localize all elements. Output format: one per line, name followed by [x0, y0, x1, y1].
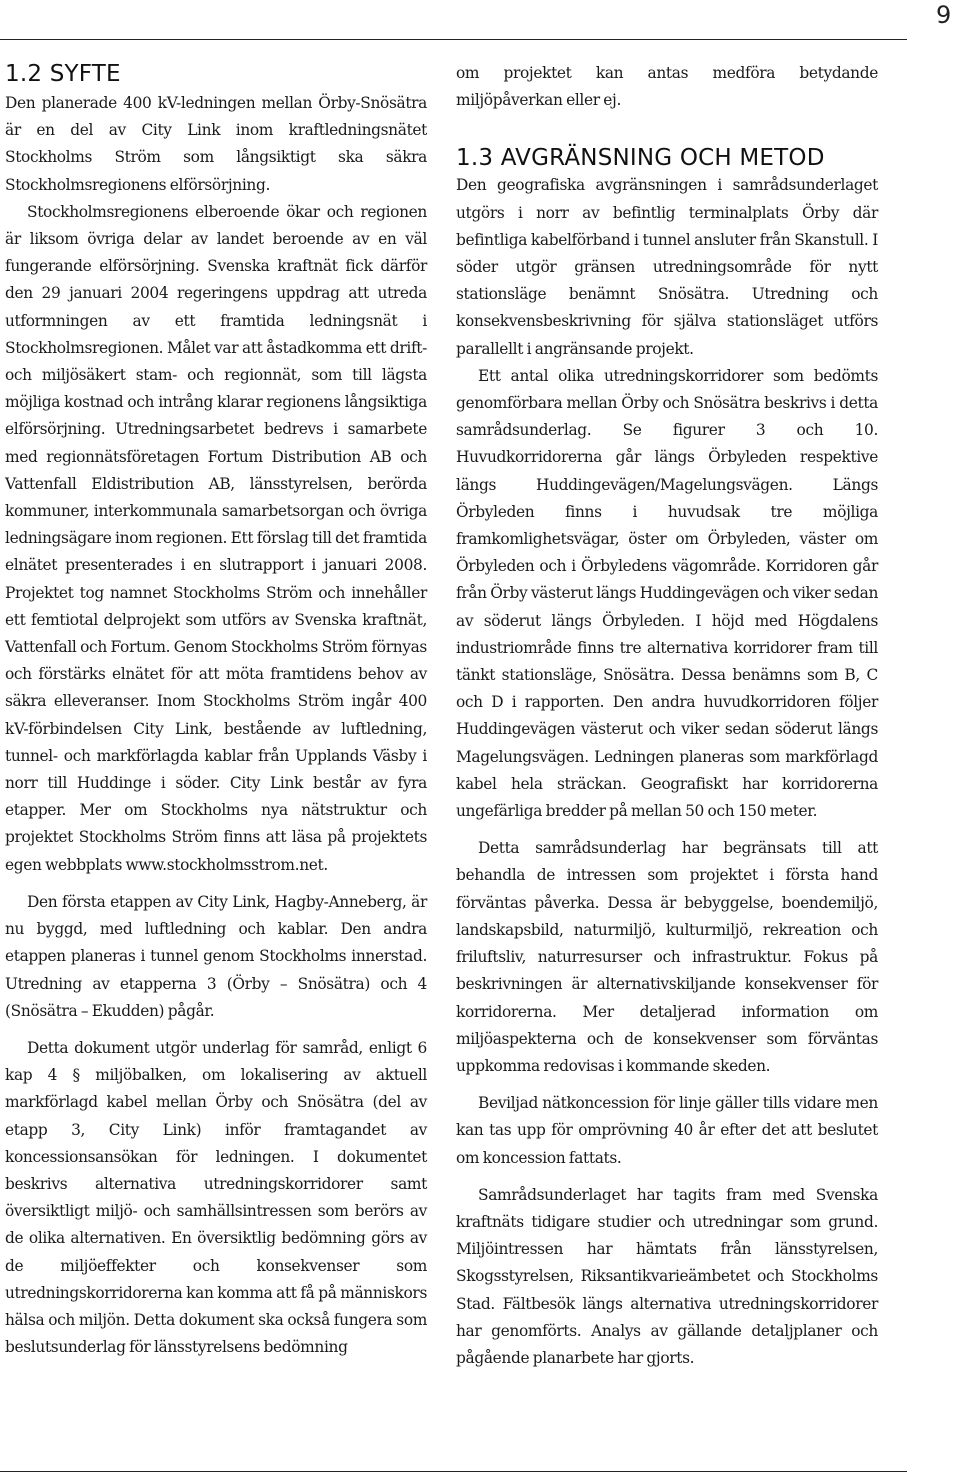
paragraph: Den geografiska avgränsningen i samrådsunderlaget utgörs i norr av befintlig terminalplats Örby där befintliga kabelförband i tunnel ansluter från Skanstull. I söder utgör gränsen utredningsområde för nytt stationsläge benämnt Snösätra. Utredning och konsekvensbeskrivning för själva stationsläget utförs parallellt i angränsande projekt. — [456, 176, 878, 358]
footer-rule — [0, 1471, 907, 1472]
paragraph: Detta dokument utgör underlag för samråd, enligt 6 kap 4 § miljöbalken, om lokalisering av aktuell markförlagd kabel mellan Örby och Snösätra (del av etapp 3, City Link) inför framtagandet av koncessionsansökan för ledningen. I dokumentet beskrivs alternativa utredningskorridorer samt översiktligt miljö- och samhällsintressen som berörs av de olika alternativen. En översiktlig bedömning görs av de miljöeffekter och konsekvenser som utredningskorridorerna kan komma att få på människors hälsa och miljön. Detta dokument ska också fungera som beslutsunderlag för länsstyrelsens bedömning — [5, 1038, 427, 1357]
right-column — [456, 60, 878, 1372]
paragraph: Den första etappen av City Link, Hagby-Anneberg, är nu byggd, med luftledning och kablar. Den andra etappen planeras i tunnel genom Stockholms innerstad. Utredning av etapperna 3 (Örby – Snösätra) och 4 (Snösätra – Ekudden) pågår. — [5, 892, 427, 1020]
paragraph: Beviljad nätkoncession för linje gäller tills vidare men kan tas upp för omprövning 40 år efter det att beslutet om koncession fattats. — [456, 1094, 878, 1167]
left-column — [5, 60, 427, 1361]
paragraph: Detta samrådsunderlag har begränsats till att behandla de intressen som projektet i första hand förväntas påverka. Dessa är bebyggelse, boendemiljö, landskapsbild, naturmiljö, kulturmiljö, rekreation och friluftsliv, naturresurser och infrastruktur. Fokus på beskrivningen är alternativskiljande konsekvenser för korridorerna. Mer detaljerad information om miljöaspekterna och de konsekvenser som förväntas uppkomma redovisas i kommande skeden. — [456, 839, 878, 1075]
page-number: 9 — [936, 1, 952, 29]
paragraph: Den planerade 400 kV-ledningen mellan Örby-Snösätra är en del av City Link inom kraftledningsnätet Stockholms Ström som långsiktigt ska säkra Stockholmsregionens elförsörjning. — [5, 94, 427, 194]
paragraph: Stockholmsregionens elberoende ökar och regionen är liksom övriga delar av landet beroende av en väl fungerande elförsörjning. Svenska kraftnät fick därför den 29 januari 2004 regeringens uppdrag att utreda utformningen av ett framtida ledningsnät i Stockholmsregionen. Målet var att åstadkomma ett drift- och miljösäkert stam- och regionnät, som till lägsta möjliga kostnad och intrång klarar regionens långsiktiga elförsörjning. Utredningsarbetet bedrevs i samarbete med regionnätsföretagen Fortum Distribution AB och Vattenfall Eldistribution AB, länsstyrelsen, berörda kommuner, interkommunala samarbetsorgan och övriga ledningsägare inom regionen. Ett förslag till det framtida elnätet presenterades i en slutrapport i januari 2008. Projektet tog namnet Stockholms Ström och innehåller ett femtiotal delprojekt som utförs av Svenska kraftnät, Vattenfall och Fortum. Genom Stockholms Ström förnyas och förstärks elnätet för att möta framtidens behov av säkra elleveranser. Inom Stockholms Ström ingår 400 kV-förbindelsen City Link, bestående av luftledning, tunnel- och markförlagda kablar från Upplands Väsby i norr till Huddinge i söder. City Link består av fyra etapper. Mer om Stockholms nya nätstruktur och projektet Stockholms Ström finns att läsa på projektets egen webbplats www.stockholmsstrom.net. — [5, 202, 427, 874]
section-heading-avgransning: 1.3 AVGRÄNSNING OCH METOD — [456, 145, 825, 172]
header-rule — [0, 39, 907, 40]
paragraph-continuation: om projektet kan antas medföra betydande miljöpåverkan eller ej. — [456, 64, 878, 110]
section-heading-syfte: 1.2 SYFTE — [5, 61, 121, 87]
paragraph: Samrådsunderlaget har tagits fram med Svenska kraftnäts tidigare studier och utredningar som grund. Miljöintressen har hämtats från länsstyrelsen, Skogsstyrelsen, Riksantikvarieämbetet och Stockholms Stad. Fältbesök längs alternativa utredningskorridorer har genomförts. Analys av gällande detaljplaner och pågående planarbete har gjorts. — [456, 1185, 878, 1367]
paragraph: Ett antal olika utredningskorridorer som bedömts genomförbara mellan Örby och Snösätra beskrivs i detta samrådsunderlag. Se figurer 3 och 10. Huvudkorridorerna går längs Örbyleden respektive längs Huddingevägen/Magelungsvägen. Längs Örbyleden finns i huvudsak tre möjliga framkomlighetsvägar, öster om Örbyleden, väster om Örbyleden och i Örbyledens vägområde. Korridoren går från Örby västerut längs Huddingevägen och viker sedan av söderut längs Örbyleden. I höjd med Högdalens industriområde finns tre alternativa korridorer fram till tänkt stationsläge, Snösätra. Dessa benämns som B, C och D i rapporten. Den andra huvudkorridoren följer Huddingevägen västerut och viker sedan söderut längs Magelungsvägen. Ledningen planeras som markförlagd kabel hela sträckan. Geografiskt har korridorerna ungefärliga bredder på mellan 50 och 150 meter. — [456, 366, 879, 821]
